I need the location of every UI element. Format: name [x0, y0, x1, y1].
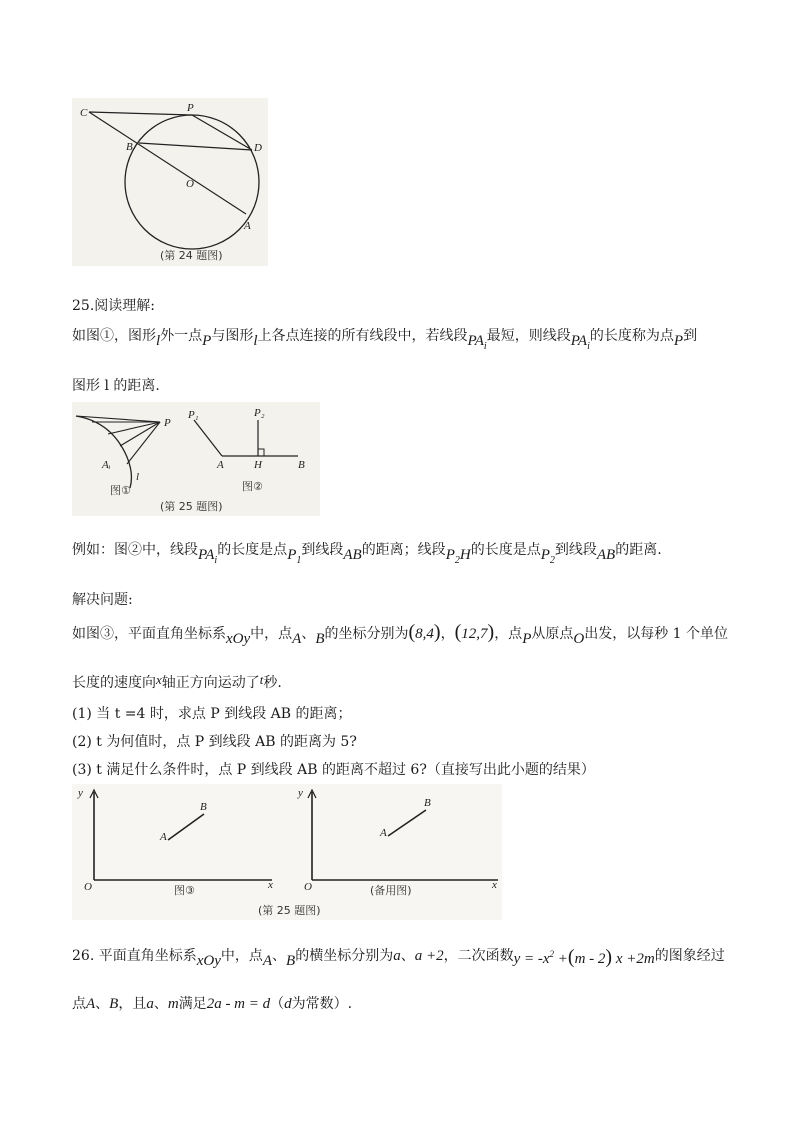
backup-label-o: O — [304, 881, 312, 893]
label-d: D — [254, 142, 262, 154]
fig3-label-b: B — [200, 801, 207, 813]
label-b: B — [126, 141, 133, 153]
segment-p1-a — [194, 420, 222, 456]
q25-sub-question-3: (3) t 满足什么条件时，点 P 到线段 AB 的距离不超过 6?（直接写出此小题的结果） — [72, 762, 595, 778]
q25-title: 25.阅读理解: — [72, 298, 155, 314]
q26-line-1: 26. 平面直角坐标系xOy中，点A、B的横坐标分别为a、a +2，二次函数$y = -x^2 +(m - 2)$ x +2m的图象经过 — [72, 946, 725, 969]
backup-label-a: A — [380, 827, 387, 839]
backup-segment-ab — [388, 810, 426, 836]
fig1-label: 图① — [110, 484, 131, 497]
backup-label-x: x — [492, 879, 497, 891]
figure-25-distance — [72, 402, 320, 516]
fig3-label-y: y — [78, 787, 83, 799]
fig3-label-a: A — [160, 831, 167, 843]
q25-paragraph-1-line-2: 图形 l 的距离. — [72, 378, 160, 394]
label-h: H — [254, 459, 262, 471]
segment-cp — [89, 112, 192, 115]
label-a: A — [217, 459, 224, 471]
q25-paragraph-1: 如图①，图形l外一点P与图形l上各点连接的所有线段中，若线段$PA_i$最短，则线段$PA_i$的长度称为点P到 — [72, 328, 698, 352]
segment-bd — [139, 143, 252, 150]
q25-sub-question-2: (2) t 为何值时，点 P 到线段 AB 的距离为 5? — [72, 734, 357, 750]
figure-25-caption: (第 25 题图) — [160, 500, 223, 513]
backup-label-y: y — [298, 787, 303, 799]
segment-pd — [192, 115, 252, 150]
fig3-label: 图③ — [174, 884, 195, 897]
label-o: O — [186, 178, 194, 190]
curve-l — [76, 416, 131, 488]
label-p: P — [164, 417, 171, 429]
fig3-label-x: x — [268, 879, 273, 891]
segment-ca — [89, 112, 246, 214]
q25-sub-question-1: (1) 当 t =4 时，求点 P 到线段 AB 的距离； — [72, 706, 352, 722]
figure-25-coordinates — [72, 784, 502, 920]
q25-paragraph-3: 如图③，平面直角坐标系xOy中，点A、B的坐标分别为(8,4)，(12,7)，点P从原点O出发，以每秒 1 个单位 — [72, 621, 729, 647]
q25-example: 例如：图②中，线段$PA_i$的长度是点$P_1$到线段AB的距离；线段$P_2H$的长度是点$P_2$到线段AB的距离. — [72, 542, 662, 566]
figure-25-coord-caption: (第 25 题图) — [258, 904, 321, 917]
figure-24 — [72, 98, 268, 266]
figure-24-caption: (第 24 题图) — [160, 249, 223, 262]
label-p1: P₁ — [188, 409, 199, 421]
segment-p-4 — [120, 422, 160, 446]
fig3-label-o: O — [84, 881, 92, 893]
fig2-label: 图② — [242, 480, 263, 493]
label-ai: Aᵢ — [102, 459, 111, 471]
label-p2: P₂ — [254, 407, 265, 419]
fig3-segment-ab — [168, 814, 204, 840]
q25-solve-title: 解决问题: — [72, 592, 133, 608]
right-angle-mark — [258, 449, 264, 456]
backup-label-b: B — [424, 797, 431, 809]
label-b: B — [298, 459, 305, 471]
q25-paragraph-3-line-2: 长度的速度向x轴正方向运动了t秒. — [72, 672, 282, 691]
label-c: C — [80, 107, 88, 119]
label-a: A — [244, 220, 251, 232]
q26-line-2: 点A、B，且a、m满足2a - m = d（d为常数）. — [72, 996, 353, 1012]
backup-label: (备用图) — [370, 884, 412, 897]
label-p: P — [187, 102, 194, 114]
label-l: l — [136, 471, 140, 483]
